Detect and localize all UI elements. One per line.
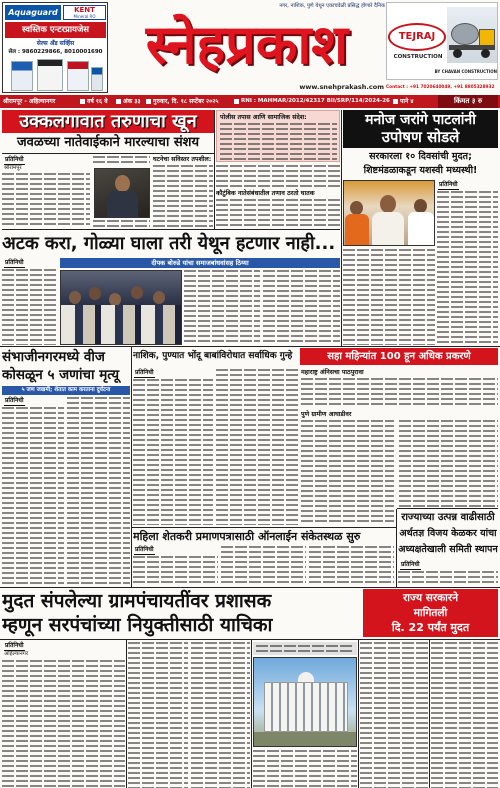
divider xyxy=(358,640,359,788)
truck-wheel xyxy=(453,49,462,58)
article-body-text xyxy=(216,165,340,188)
photo-person-head xyxy=(153,291,165,304)
lightning-strap: ५ जण जखमी; शेतात काम करताना दुर्घटना xyxy=(2,386,130,395)
article-body-text xyxy=(153,165,213,228)
tejraj-byline: BY CHAVAN CONSTRUCTION xyxy=(434,69,497,74)
dateline-year: वर्ष १६ वे xyxy=(87,98,108,105)
photo-person-head xyxy=(69,291,81,304)
dateline-separator xyxy=(116,99,121,104)
article-body-text xyxy=(301,378,498,408)
photo-person-head xyxy=(131,286,143,299)
kelkar-headline-line3: अध्यक्षतेखाली समिती स्थापन xyxy=(398,544,498,555)
gram-headline-line2: म्हणून सरपंचांच्या नियुक्तीसाठी याचिका xyxy=(2,614,273,636)
article-body-text xyxy=(263,270,340,345)
gram-box-line3: दि. 22 पर्यंत मुदत xyxy=(391,621,470,634)
photo-caption-bar xyxy=(253,642,357,655)
article-body-text xyxy=(399,420,498,507)
photo-person-body xyxy=(372,212,404,246)
divider xyxy=(396,509,397,587)
article-body-text xyxy=(2,407,64,586)
dateline-separator xyxy=(234,99,239,104)
kent-brand: KENT xyxy=(74,6,95,14)
fraud-headline: नाशिक, पुण्यात भोंदू बाबांविरोधात सर्वाधिक गुन्हे xyxy=(133,351,293,361)
gram-box-line1: राज्य सरकारने xyxy=(402,592,459,604)
article-body-text xyxy=(309,546,394,586)
shop-phone: सेल : 9860229866, 8010001690 xyxy=(8,49,103,55)
ad-right xyxy=(386,2,498,80)
divider xyxy=(2,153,214,154)
kelkar-byline: प्रतिनिधी xyxy=(401,561,420,568)
fraud-subhead-pune: पुणे ग्रामीण आघाडीवर xyxy=(301,411,352,418)
article-body-text xyxy=(128,642,188,788)
protest-strap: दीपक बोरुडे यांचा समाजबांधवांसह ठिय्या xyxy=(60,258,340,268)
masthead-website: www.snehprakash.com xyxy=(299,83,384,91)
photo-person-body xyxy=(345,214,369,246)
purifier-unit xyxy=(67,61,89,91)
photo-crowd-bodies xyxy=(61,305,182,345)
fraud-byline: प्रतिनिधी xyxy=(135,369,154,376)
dateline-pages: पाने ४ xyxy=(400,98,414,105)
kent-subbrand: Mineral RO xyxy=(73,14,96,19)
tejraj-logo: TEJRAJ xyxy=(398,31,436,42)
purifier-unit xyxy=(11,61,33,91)
lightning-headline-line2: कोसळून ५ जणांचा मृत्यू xyxy=(2,367,120,383)
divider xyxy=(429,640,430,788)
murder-byline: प्रतिनिधी xyxy=(5,156,24,163)
building-ground xyxy=(254,732,357,747)
tejraj-subtitle: CONSTRUCTION xyxy=(393,54,443,60)
dateline-separator xyxy=(80,99,85,104)
article-body-text xyxy=(191,642,250,788)
building-facade xyxy=(264,682,348,732)
jarange-photo xyxy=(343,180,435,246)
lightning-byline: प्रतिनिधी xyxy=(5,397,24,404)
women-farmers-headline: महिला शेतकरी प्रमाणपत्रासाठी ऑनलाईन संकेतस्थळ सुरु xyxy=(133,530,361,543)
gram-headline-line1: मुदत संपलेल्या ग्रामपंचायतींवर प्रशासक xyxy=(2,590,272,612)
divider xyxy=(0,346,500,347)
ad-left xyxy=(2,2,108,93)
photo-person-head xyxy=(89,287,101,300)
article-body-text xyxy=(133,556,218,586)
article-body-text xyxy=(216,369,298,525)
dateline-date: गुरुवार, दि. १८ सप्टेंबर २०२५ xyxy=(153,98,219,105)
masthead-title: स्नेहप्रकाश xyxy=(145,13,349,76)
purifier-unit xyxy=(91,67,103,91)
article-body-text xyxy=(93,220,150,228)
article-body-text xyxy=(221,546,306,586)
divider xyxy=(131,347,132,587)
construction-truck-image xyxy=(447,7,497,63)
masthead-tagline: नगर, नाशिक, पुणे येथून एकाचवेळी प्रसिद्ध होणारे दैनिक xyxy=(279,3,385,9)
jarange-subhead-line1: सरकारला १० दिवसांची मुदत; xyxy=(369,151,472,162)
building-dome xyxy=(298,672,314,682)
gram-byline: प्रतिनिधी xyxy=(5,642,24,649)
article-body-text xyxy=(360,642,428,788)
dateline-separator xyxy=(146,99,151,104)
kent-logo xyxy=(63,5,106,20)
victim-photo-head xyxy=(115,175,130,192)
article-body-text xyxy=(253,750,357,788)
gram-box-line2: मागितली xyxy=(413,607,448,619)
article-body-text xyxy=(133,379,213,525)
article-body-text xyxy=(67,397,130,586)
fraud-subhead-ans: महाराष्ट्र अंनिसचा पाठपुरावा xyxy=(301,369,364,376)
photo-person-head xyxy=(414,199,427,213)
protest-headline: अटक करा, गोळ्या घाला तरी येथून हटणार नाही... xyxy=(2,233,336,254)
article-body-text xyxy=(184,270,260,345)
photo-person-head xyxy=(350,201,363,215)
victim-photo-body xyxy=(107,191,138,218)
gram-dateline-place: अहिल्यानगर xyxy=(4,651,29,657)
article-body-text xyxy=(343,249,435,345)
murder-dateline-place: श्रीरामपूर xyxy=(4,165,22,171)
article-body-text xyxy=(431,642,498,788)
water-purifier-image xyxy=(7,59,105,91)
gram-highlight-box xyxy=(363,589,498,637)
article-body-text xyxy=(216,199,340,228)
police-box-heading: पोलीस तपास आणि सामाजिक संदेश: xyxy=(220,114,307,121)
article-body-text xyxy=(398,571,498,586)
masthead-contact: Contact : +91 7020640049, +91 8805328932 xyxy=(386,85,495,90)
jarange-subhead-line2: शिष्टमंडळाकडून यशस्वी मध्यस्थी! xyxy=(363,165,478,176)
shop-name: स्वस्तिक एन्टरप्रायजेस xyxy=(5,22,106,38)
jarange-headline-line2: उपोषण सोडले xyxy=(381,128,460,146)
article-body-text xyxy=(301,420,394,525)
article-body-text xyxy=(2,269,57,345)
police-subhead: कौटुंबिक नातेसंबंधातील तणाव ठरतो घातक xyxy=(216,190,315,197)
truck-wheel xyxy=(481,49,490,58)
protest-byline: प्रतिनिधी xyxy=(5,259,24,266)
divider xyxy=(0,639,500,640)
jarange-byline: प्रतिनिधी xyxy=(439,181,458,188)
kelkar-headline-line2: अर्थतज्ञ विजय केळकर यांचा xyxy=(399,528,497,539)
article-body-text xyxy=(2,173,90,228)
divider xyxy=(214,110,215,229)
lightning-headline-line1: संभाजीनगरमध्ये वीज xyxy=(2,349,105,365)
dateline-place: श्रीरामपूर - अहिल्यानगर xyxy=(3,98,56,105)
police-box xyxy=(216,110,340,162)
dateline-rni: RNI : MAHMAR/2012/42317 BII/SRP/114/2024-26 xyxy=(241,98,390,104)
dateline-issue: अंक ३३ xyxy=(123,98,141,105)
fraud-highlight-box: सहा महिन्यांत 100 हून अधिक प्रकरणे xyxy=(300,348,498,365)
divider xyxy=(126,640,127,788)
article-body-text xyxy=(437,191,498,345)
photo-person-body xyxy=(408,212,434,246)
article-body-text xyxy=(256,645,354,652)
divider xyxy=(397,508,498,509)
dateline-price: किंमत ३ रु xyxy=(438,95,498,108)
building-photo xyxy=(253,657,357,747)
divider xyxy=(2,229,340,230)
divider xyxy=(0,587,500,588)
article-body-text xyxy=(220,123,337,160)
protest-photo xyxy=(60,270,182,345)
victim-photo xyxy=(94,168,150,218)
photo-person-head xyxy=(380,195,396,213)
women-farmers-byline: प्रतिनिधी xyxy=(135,546,154,553)
purifier-unit xyxy=(37,59,63,91)
truck-drum xyxy=(451,23,479,45)
aquaguard-logo: Aquaguard xyxy=(5,5,61,20)
dateline-separator xyxy=(393,99,398,104)
divider xyxy=(341,110,342,346)
murder-headline-banner: उक्कलगावात तरुणाचा खून xyxy=(2,110,214,133)
murder-detail-subhead: घटनेचा सविस्तर तपशील: xyxy=(153,156,212,163)
jarange-headline-line1: मनोज जरांगे पाटलांनी xyxy=(365,112,476,128)
kelkar-headline-line1: राज्याच्या उत्पन्न वाढीसाठी xyxy=(401,512,495,523)
jarange-headline-banner xyxy=(343,110,498,148)
divider xyxy=(132,527,396,528)
article-body-text xyxy=(93,156,150,166)
murder-subhead: जवळच्या नातेवाईकाने मारल्याचा संशय xyxy=(16,135,200,150)
divider xyxy=(251,640,252,788)
shop-service: सेल्स अँड सर्व्हिस xyxy=(36,40,75,47)
article-body-text xyxy=(2,660,125,788)
